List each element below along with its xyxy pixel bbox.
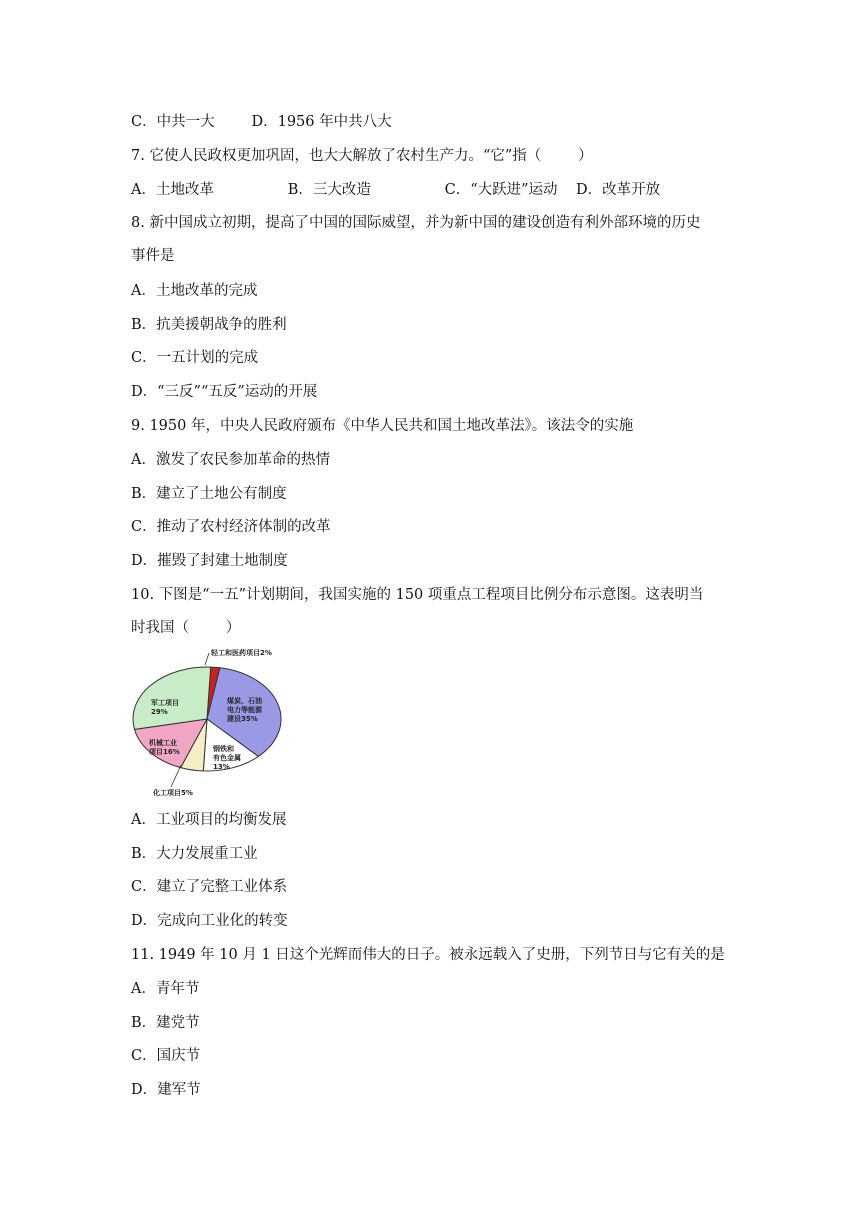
pie-slice-label-line: 轻工和医药项目2%: [211, 649, 272, 657]
text-line: C．国庆节: [131, 1048, 201, 1064]
text-line: A．激发了农民参加革命的热情: [131, 452, 330, 468]
text-line: 9. 1950 年，中央人民政府颁布《中华人民共和国土地改革法》。该法令的实施: [131, 418, 634, 434]
label-leader-line: [205, 653, 209, 665]
text-line: 11. 1949 年 10 月 1 日这个光辉而伟大的日子。被永远载入了史册，下列节日与它有关的是: [131, 947, 725, 963]
text-line: 7. 它使人民政权更加巩固，也大大解放了农村生产力。“它”指（ ）: [131, 148, 593, 164]
text-line: B．建党节: [131, 1015, 200, 1031]
text-line: A．青年节: [131, 981, 200, 997]
text-line: C．建立了完整工业体系: [131, 879, 288, 895]
pie-slice-label-line: 29%: [151, 708, 168, 716]
industrial-projects-pie-chart: [131, 647, 287, 799]
pie-slice-label-line: 军工项目: [151, 699, 179, 707]
pie-slice-label: [210, 648, 272, 657]
pie-slice-label-line: 机械工业: [149, 739, 177, 747]
text-line: 8. 新中国成立初期，提高了中国的国际威望，并为新中国的建设创造有利外部环境的历史: [131, 215, 701, 231]
pie-slice-label-line: 电力等能源: [227, 706, 262, 714]
pie-slice-label: [152, 788, 193, 797]
pie-slice-label-line: 项目16%: [149, 748, 180, 756]
pie-slice-label-line: 建设35%: [227, 715, 258, 723]
pie-slice-label: [226, 696, 263, 723]
text-line: D．摧毁了封建土地制度: [131, 553, 288, 569]
text-line: 10. 下图是“一五”计划期间，我国实施的 150 项重点工程项目比例分布示意图。这表明当: [131, 587, 704, 603]
text-line: 时我国（ ）: [131, 620, 241, 636]
pie-slice-label-line: 化工项目5%: [153, 789, 193, 797]
pie-slice-label-line: 有色金属: [213, 754, 241, 762]
text-line: C．中共一大 D．1956 年中共八大: [131, 114, 392, 130]
text-line: D．“三反”“五反”运动的开展: [131, 384, 318, 400]
text-line: B．抗美援朝战争的胜利: [131, 317, 287, 333]
text-line: C．一五计划的完成: [131, 350, 259, 366]
text-line: A．工业项目的均衡发展: [131, 812, 287, 828]
text-line: 事件是: [131, 248, 175, 264]
pie-slice-label-line: 煤炭、石油: [227, 697, 262, 705]
text-line: D．建军节: [131, 1082, 201, 1098]
text-line: A．土地改革的完成: [131, 283, 258, 299]
text-line: D．完成向工业化的转变: [131, 913, 288, 929]
text-line: B．大力发展重工业: [131, 846, 258, 862]
pie-slice-label-line: 钢铁和: [213, 745, 234, 753]
label-leader-line: [171, 765, 181, 787]
text-line: B．建立了土地公有制度: [131, 486, 287, 502]
text-line: C．推动了农村经济体制的改革: [131, 519, 331, 535]
pie-slice-label-line: 13%: [213, 763, 230, 771]
text-line: A．土地改革 B．三大改造 C．“大跃进”运动 D．改革开放: [131, 182, 661, 198]
